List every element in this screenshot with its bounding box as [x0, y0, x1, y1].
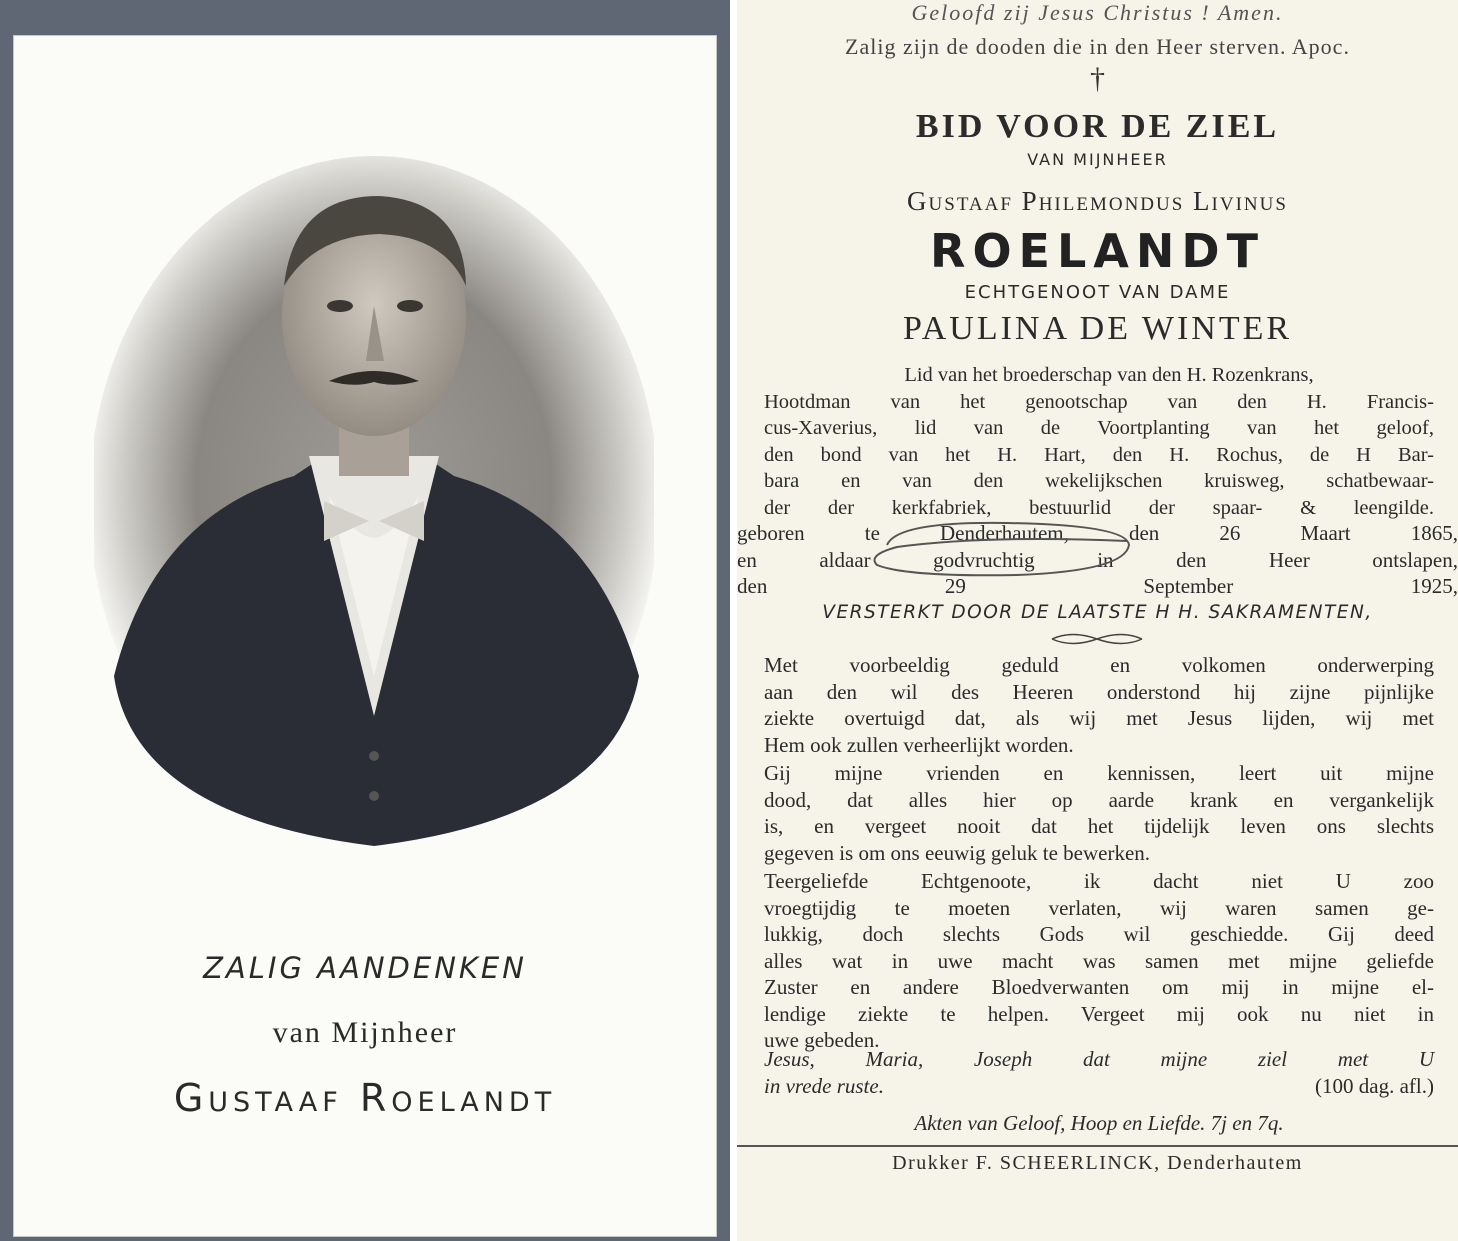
spouse-name: PAULINA DE WINTER: [902, 310, 1293, 347]
paragraph-line: Zuster en andere Bloedverwanten om mij in mijne el-: [764, 975, 1434, 999]
paragraph-line: lendige ziekte te helpen. Vergeet mij ook nu niet in: [764, 1001, 1434, 1026]
pencil-oval-mark: [867, 515, 1137, 583]
death-line: en aldaar godvruchtig in den Heer ontslapen,: [737, 547, 1458, 572]
indulgence-note: (100 dag. afl.): [1315, 1073, 1434, 1098]
paragraph-line: Met voorbeeldig geduld en volkomen onderwerping: [764, 653, 1434, 677]
header-line: Geloofd zij Jesus Christus ! Amen.: [911, 0, 1284, 25]
membership-paragraph: [764, 362, 1434, 521]
membership-line: der der kerkfabriek, bestuurlid der spaar- & leengilde.: [764, 496, 1434, 519]
deceased-name: Gustaaf Roelandt: [173, 1076, 557, 1120]
surname: ROELANDT: [930, 224, 1265, 278]
paragraph-line: dood, dat alles hier op aarde krank en vergankelijk: [764, 787, 1434, 812]
footer-divider: [737, 1145, 1458, 1147]
cross-icon: †: [1090, 62, 1105, 95]
van-mijnheer-label: VAN MIJNHEER: [1027, 150, 1168, 169]
ornament-divider-icon: [1047, 632, 1147, 646]
printer-line: Drukker F. SCHEERLINCK, Denderhautem: [892, 1152, 1303, 1174]
prayer-line: in vrede ruste.: [764, 1073, 884, 1098]
membership-line: Hootdman van het genootschap van den H. Francis-: [764, 390, 1434, 413]
memorial-photo-card: [13, 35, 717, 1237]
paragraph-spouse: [764, 868, 1434, 1054]
paragraph-line: Teergeliefde Echtgenoote, ik dacht niet U zoo: [764, 869, 1434, 893]
paragraph-line: lukkig, doch slechts Gods wil geschiedde. Gij deed: [764, 922, 1434, 946]
paragraph-line: ziekte overtuigd dat, als wij met Jesus lijden, wij met: [764, 706, 1434, 730]
paragraph-patience: [764, 652, 1434, 758]
death-date-line: den 29 September 1925,: [737, 574, 1458, 598]
pray-title: BID VOOR DE ZIEL: [915, 108, 1280, 145]
prayer-block: [764, 1046, 1434, 1099]
paragraph-line: alles wat in uwe macht was samen met mijne geliefde: [764, 948, 1434, 973]
paragraph-line: aan den wil des Heeren onderstond hij zijne pijnlijke: [764, 679, 1434, 704]
paragraph-line: Gij mijne vrienden en kennissen, leert uit mijne: [764, 761, 1434, 785]
acts-line: Akten van Geloof, Hoop en Liefde. 7j en 7q.: [914, 1111, 1284, 1135]
portrait-photo: [94, 156, 654, 846]
acts-block: [764, 1110, 1434, 1137]
paragraph-line: vroegtijdig te moeten verlaten, wij waren samen ge-: [764, 895, 1434, 920]
paragraph-line: is, en vergeet nooit dat het tijdelijk leven ons slechts: [764, 814, 1434, 838]
prayer-line: Jesus, Maria, Joseph dat mijne ziel met U: [764, 1047, 1434, 1071]
sacraments-line: VERSTERKT DOOR DE LAATSTE H H. SAKRAMENTEN,: [822, 602, 1373, 623]
membership-line: Lid van het broederschap van den H. Rozenkrans,: [904, 364, 1314, 386]
memorial-heading: ZALIG AANDENKEN: [203, 951, 527, 985]
membership-line: cus-Xaverius, lid van de Voortplanting van het geloof,: [764, 417, 1434, 439]
birth-line: geboren te Denderhautem, den 26 Maart 1865,: [737, 521, 1458, 545]
membership-line: bara en van den wekelijkschen kruisweg, schatbewaar-: [764, 470, 1434, 492]
paragraph-friends: [764, 760, 1434, 866]
memorial-text-card: [737, 0, 1458, 1241]
paragraph-line: uwe gebeden.: [764, 1028, 880, 1052]
scripture-line: Zalig zijn de dooden die in den Heer sterven. Apoc.: [845, 34, 1350, 59]
membership-line: den bond van het H. Hart, den H. Rochus, de H Bar-: [764, 443, 1434, 466]
given-names: Gustaaf Philemondus Livinus: [907, 186, 1288, 216]
paragraph-line: Hem ook zullen verheerlijkt worden.: [764, 732, 1074, 757]
paragraph-line: gegeven is om ons eeuwig geluk te bewerken.: [764, 840, 1151, 865]
memorial-subheading: van Mijnheer: [272, 1016, 458, 1049]
spouse-label: ECHTGENOOT VAN DAME: [964, 282, 1231, 303]
